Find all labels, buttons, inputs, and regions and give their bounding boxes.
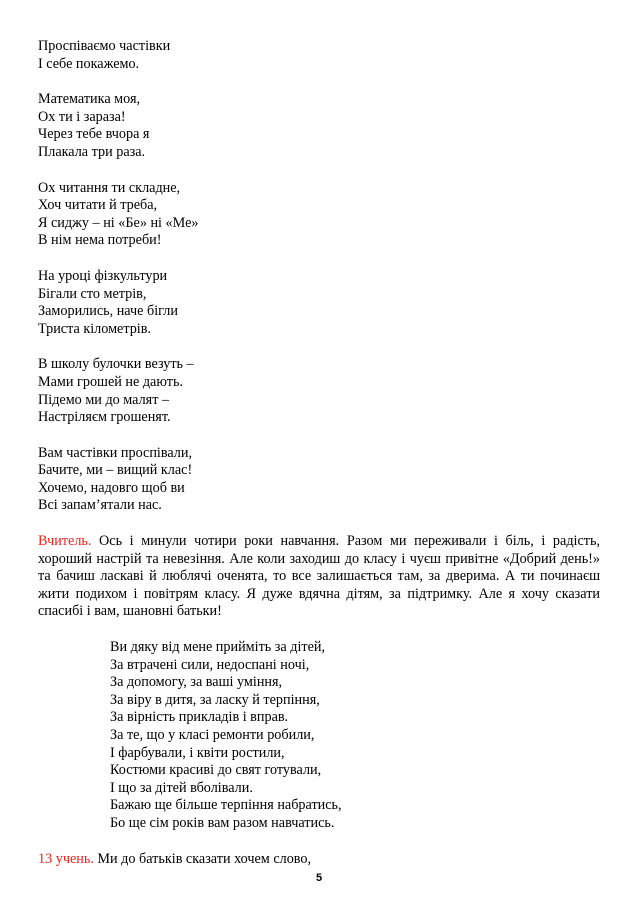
verse-line: І фарбували, і квіти ростили, bbox=[110, 744, 285, 761]
poem-line: Бачите, ми – вищий клас! bbox=[38, 462, 193, 479]
poem-chastivky bbox=[38, 38, 600, 515]
teacher-paragraph bbox=[38, 533, 600, 621]
speaker-label-teacher: Вчитель. bbox=[38, 533, 92, 550]
verse-line: За те, що у класі ремонти робили, bbox=[110, 727, 315, 743]
poem-line: Мами грошей не дають. bbox=[38, 373, 183, 390]
poem-line: Настріляєм грошенят. bbox=[38, 409, 171, 426]
verse-line: Ви дяку від мене прийміть за дітей, bbox=[110, 639, 326, 656]
poem-line: Всі запам’ятали нас. bbox=[38, 497, 162, 514]
poem-line: Через тебе вчора я bbox=[38, 126, 150, 143]
verse-line: За допомогу, за ваші уміння, bbox=[110, 674, 283, 691]
poem-line: Заморились, наче бігли bbox=[38, 303, 178, 320]
poem-stanza bbox=[38, 38, 600, 73]
poem-line: Підемо ми до малят – bbox=[38, 391, 170, 408]
student13-speech: Ми до батьків сказати хочем слово, bbox=[93, 850, 312, 867]
poem-stanza bbox=[38, 268, 600, 338]
verse-line: І що за дітей вболівали. bbox=[110, 779, 253, 796]
verse-line: Бо ще сім років вам разом навчатись. bbox=[110, 814, 335, 831]
poem-line: На уроці фізкультури bbox=[38, 267, 168, 284]
poem-line: Триста кілометрів. bbox=[38, 320, 151, 337]
poem-line: Вам частівки проспівали, bbox=[38, 444, 193, 461]
verse-line: За втрачені сили, недоспані ночі, bbox=[110, 656, 310, 673]
poem-stanza bbox=[38, 180, 600, 250]
poem-stanza bbox=[38, 356, 600, 426]
page-number: 5 bbox=[315, 872, 323, 884]
thanks-verse bbox=[110, 639, 600, 833]
verse-line: За віру в дитя, за ласку й терпіння, bbox=[110, 691, 320, 708]
speaker-label-student13: 13 учень. bbox=[38, 850, 94, 867]
document-page bbox=[38, 38, 600, 886]
poem-line: В школу булочки везуть – bbox=[38, 356, 194, 373]
poem-line: Ох ти і зараза! bbox=[38, 108, 126, 125]
student13-paragraph bbox=[38, 851, 600, 869]
verse-line: Бажаю ще більше терпіння набратись, bbox=[110, 797, 342, 814]
poem-line: Бігали сто метрів, bbox=[38, 285, 147, 302]
poem-line: В нім нема потреби! bbox=[38, 232, 162, 249]
teacher-speech: Ось і минули чотири роки навчання. Разом ми переживали і біль, і радість, хороший настрій та невезіння. Але коли заходиш до класу і чуєш привітне «Добрий день!» та бачиш ласкаві й люблячі оченята, то все залишається там, за дверима. А ти починаєш жити подихом і повітрям класу. Я дуже вдячна дітям, за підтримку. Але я хочу сказати спасибі і вам, шановні батьки! bbox=[38, 533, 600, 620]
poem-line: Ох читання ти складне, bbox=[38, 179, 181, 196]
verse-line: Костюми красиві до свят готували, bbox=[110, 762, 322, 779]
poem-line: Плакала три раза. bbox=[38, 143, 146, 160]
poem-line: І себе покажемо. bbox=[38, 55, 140, 72]
poem-line: Хочемо, надовго щоб ви bbox=[38, 479, 185, 496]
poem-line: Математика моя, bbox=[38, 91, 141, 108]
poem-stanza bbox=[38, 91, 600, 161]
poem-stanza bbox=[38, 445, 600, 515]
poem-line: Я сиджу – ні «Бе» ні «Ме» bbox=[38, 214, 199, 231]
poem-line: Хоч читати й треба, bbox=[38, 197, 158, 214]
verse-line: За вірність прикладів і вправ. bbox=[110, 709, 289, 726]
poem-line: Проспіваємо частівки bbox=[38, 38, 171, 54]
